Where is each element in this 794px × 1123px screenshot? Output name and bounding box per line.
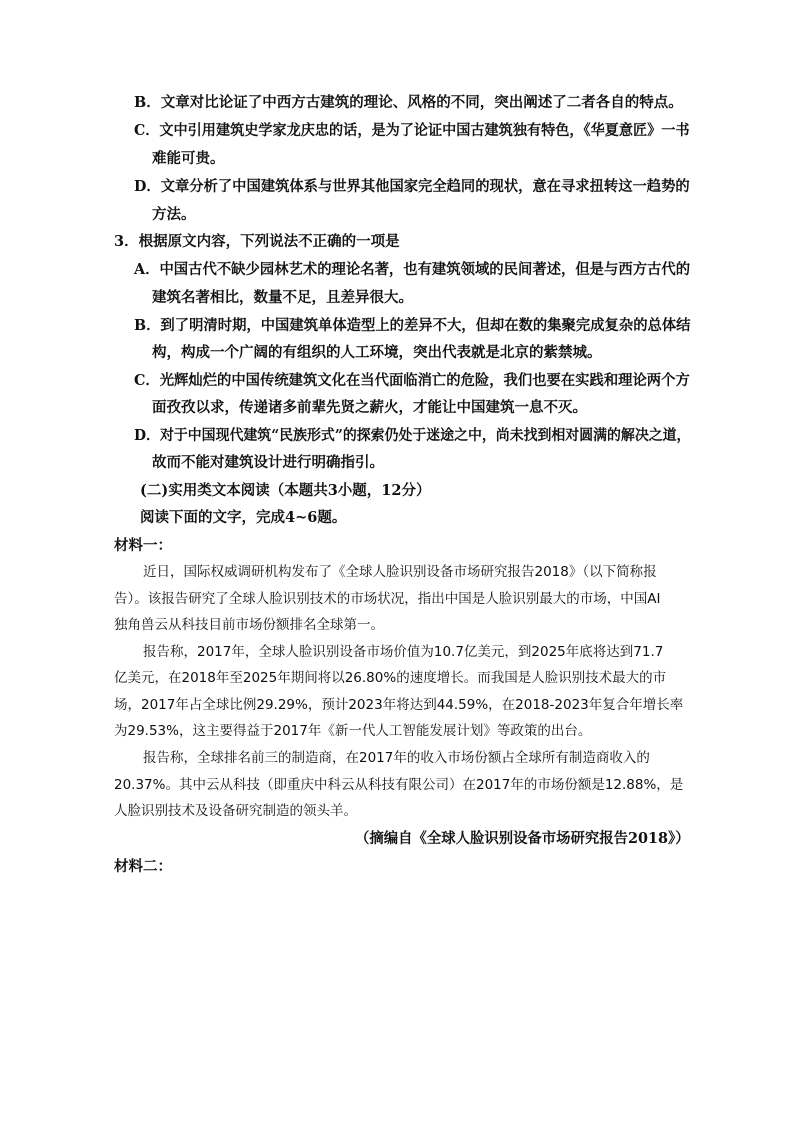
material-1-p1-line3: 独角兽云从科技目前市场份额排名全球第一。	[114, 617, 384, 633]
material-1-p3-line2: 20.37%。其中云从科技（即重庆中科云从科技有限公司）在2017年的市场份额是12.88%，是	[114, 777, 684, 793]
q2-option-c-line2: 难能可贵。	[152, 150, 225, 167]
material-1-p1-line1: 近日，国际权威调研机构发布了《全球人脸识别设备市场研究报告2018》（以下简称报	[143, 564, 657, 580]
q2-option-d-line2: 方法。	[152, 206, 196, 223]
q3-option-d-line2: 故而不能对建筑设计进行明确指引。	[152, 454, 384, 471]
material-1-p2-line4: 为29.53%，这主要得益于2017年《新一代人工智能发展计划》等政策的出台。	[114, 723, 592, 739]
q3-option-b-line1: B．到了明清时期，中国建筑单体造型上的差异不大，但却在数的集聚完成复杂的总体结	[134, 317, 691, 334]
material-1-p1-line2: 告）。该报告研究了全球人脸识别技术的市场状况，指出中国是人脸识别最大的市场，中国AI	[114, 591, 661, 607]
material-1-p2-line1: 报告称，2017年，全球人脸识别设备市场价值为10.7亿美元，到2025年底将达到71.7	[143, 644, 664, 660]
q2-option-c-line1: C．文中引用建筑史学家龙庆忠的话，是为了论证中国古建筑独有特色，《华夏意匠》一书	[134, 122, 690, 139]
q3-option-a-line2: 建筑名著相比，数量不足，且差异很大。	[152, 289, 413, 306]
material-1-p2-line3: 场，2017年占全球比例29.29%，预计2023年将达到44.59%，在2018-2023年复合年增长率	[114, 697, 684, 713]
material-1-p3-line3: 人脸识别技术及设备研究制造的领头羊。	[114, 803, 357, 819]
q3-option-d-line1: D．对于中国现代建筑“民族形式”的探索仍处于迷途之中，尚未找到相对圆满的解决之道，	[134, 427, 691, 444]
material-1-p2-line2: 亿美元，在2018年至2025年期间将以26.80%的速度增长。而我国是人脸识别技术最大的市	[114, 670, 667, 686]
q3-option-c-line1: C．光辉灿烂的中国传统建筑文化在当代面临消亡的危险，我们也要在实践和理论两个方	[134, 372, 690, 389]
material-1-label: 材料一：	[114, 537, 172, 554]
q2-option-b: B．文章对比论证了中西方古建筑的理论、风格的不同，突出阐述了二者各自的特点。	[134, 94, 683, 111]
q3-option-a-line1: A．中国古代不缺少园林艺术的理论名著，也有建筑领域的民间著述，但是与西方古代的	[134, 261, 691, 278]
material-2-label: 材料二：	[114, 858, 172, 875]
q2-option-d-line1: D．文章分析了中国建筑体系与世界其他国家完全趋同的现状，意在寻求扭转这一趋势的	[134, 178, 690, 195]
q3-option-b-line2: 构，构成一个广阔的有组织的人工环境，突出代表就是北京的紫禁城。	[152, 344, 602, 361]
q3-option-c-line2: 面孜孜以求，传递诸多前辈先贤之薪火，才能让中国建筑一息不灭。	[152, 399, 587, 416]
material-1-source: （摘编自《全球人脸识别设备市场研究报告2018》）	[355, 830, 690, 847]
q3-stem: 3．根据原文内容，下列说法不正确的一项是	[114, 233, 400, 250]
section-heading: (二)实用类文本阅读（本题共3小题，12分）	[140, 482, 431, 499]
material-1-p3-line1: 报告称，全球排名前三的制造商，在2017年的收入市场份额占全球所有制造商收入的	[143, 750, 650, 766]
section-instruction: 阅读下面的文字，完成4~6题。	[140, 509, 347, 526]
